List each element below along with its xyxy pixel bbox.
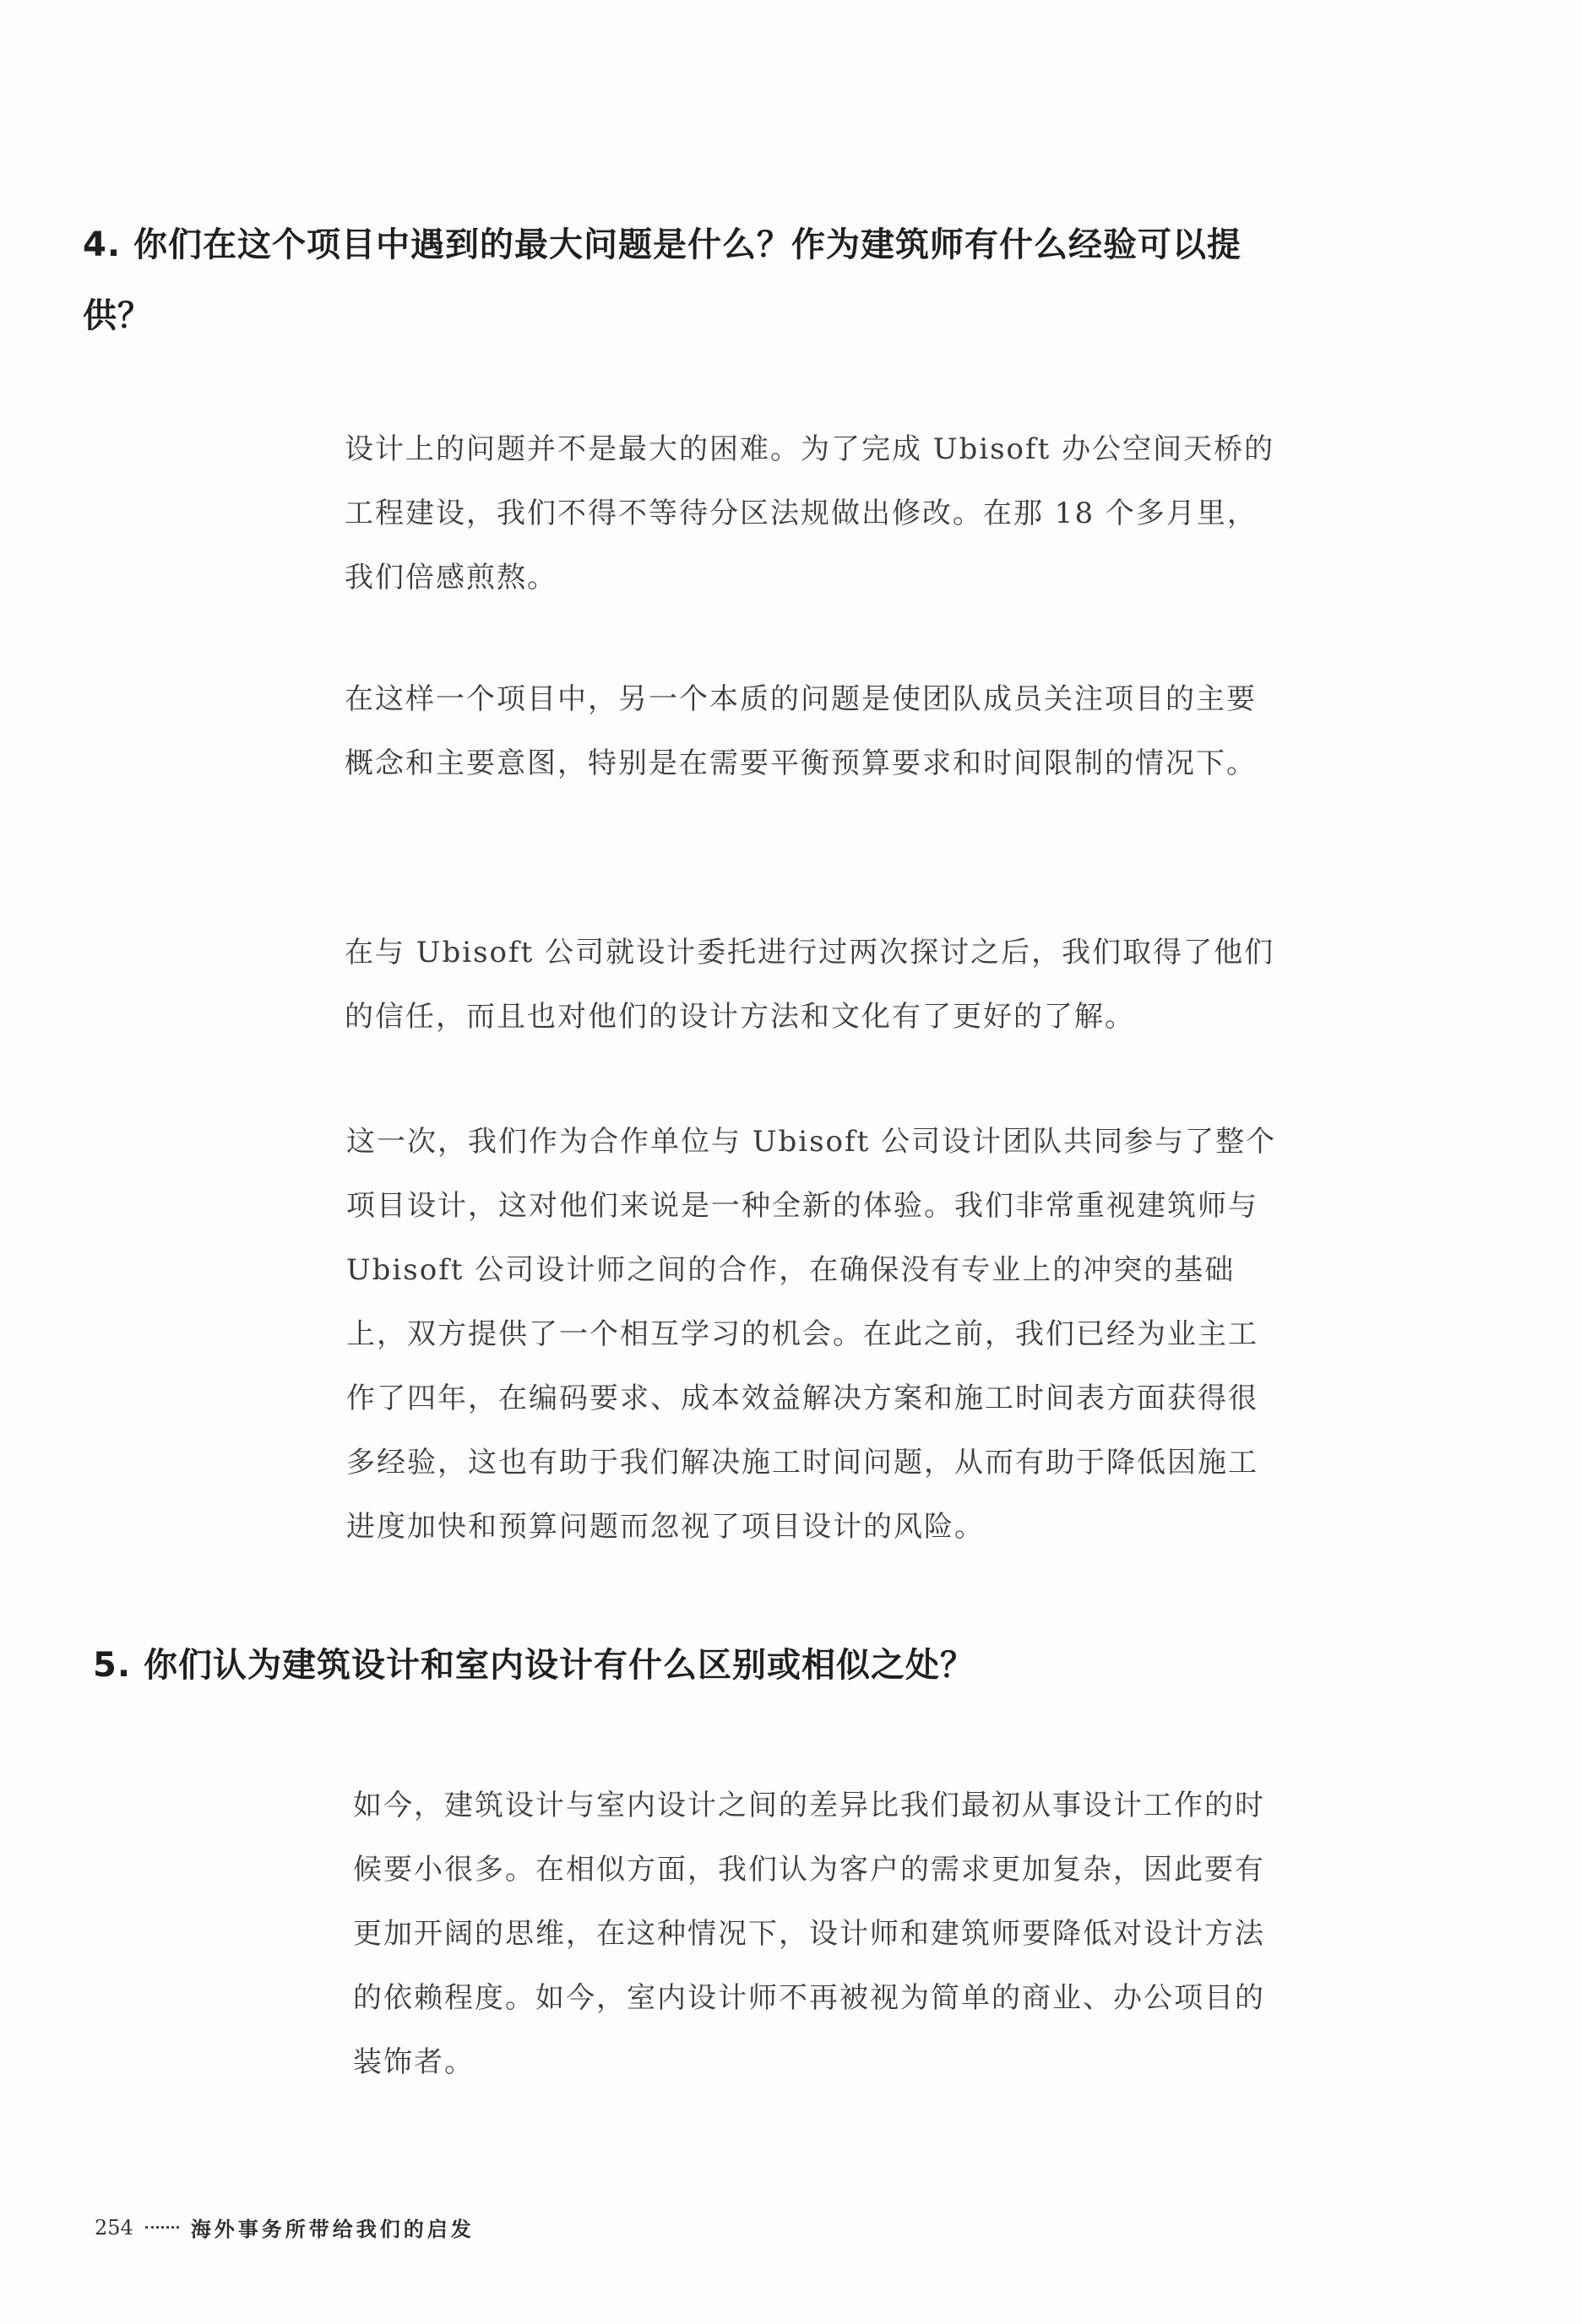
question-5-heading: 5. 你们认为建筑设计和室内设计有什么区别或相似之处？ xyxy=(93,1646,975,1685)
answer-5-paragraph-1: 如今，建筑设计与室内设计之间的差异比我们最初从事设计工作的时候要小很多。在相似方面，我们认为客户的需求更加复杂，因此要有更加开阔的思维，在这种情况下，设计师和建筑师要降低对设计方法的依赖程度。如今，室内设计师不再被视为简单的商业、办公项目的装饰者。 xyxy=(353,1789,1265,2079)
question-4-heading: 4. 你们在这个项目中遇到的最大问题是什么？作为建筑师有什么经验可以提供？ xyxy=(83,225,1241,335)
footer-separator xyxy=(145,2226,179,2229)
answer-4-paragraph-3: 在与 Ubisoft 公司就设计委托进行过两次探讨之后，我们取得了他们的信任，而且也对他们的设计方法和文化有了更好的了解。 xyxy=(345,936,1275,1034)
answer-4-paragraph-4: 这一次，我们作为合作单位与 Ubisoft 公司设计团队共同参与了整个项目设计，这对他们来说是一种全新的体验。我们非常重视建筑师与 Ubisoft 公司设计师之间的合作，在确保没有专业上的冲突的基础上，双方提供了一个相互学习的机会。在此之前，我们已经为业主工作了四年，在编码要求、成本效益解决方案和施工时间表方面获得很多经验，这也有助于我们解决施工时间问题，从而有助于降低因施工进度加快和预算问题而忽视了项目设计的风险。 xyxy=(346,1125,1277,1544)
answer-4-paragraph-2: 在这样一个项目中，另一个本质的问题是使团队成员关注项目的主要概念和主要意图，特别是在需要平衡预算要求和时间限制的情况下。 xyxy=(345,682,1257,780)
page-footer xyxy=(95,2213,475,2242)
book-title: 海外事务所带给我们的启发 xyxy=(190,2218,475,2241)
page-number: 254 xyxy=(95,2215,133,2240)
answer-4-paragraph-1: 设计上的问题并不是最大的困难。为了完成 Ubisoft 办公空间天桥的工程建设，我们不得不等待分区法规做出修改。在那 18 个多月里，我们倍感煎熬。 xyxy=(345,432,1275,595)
